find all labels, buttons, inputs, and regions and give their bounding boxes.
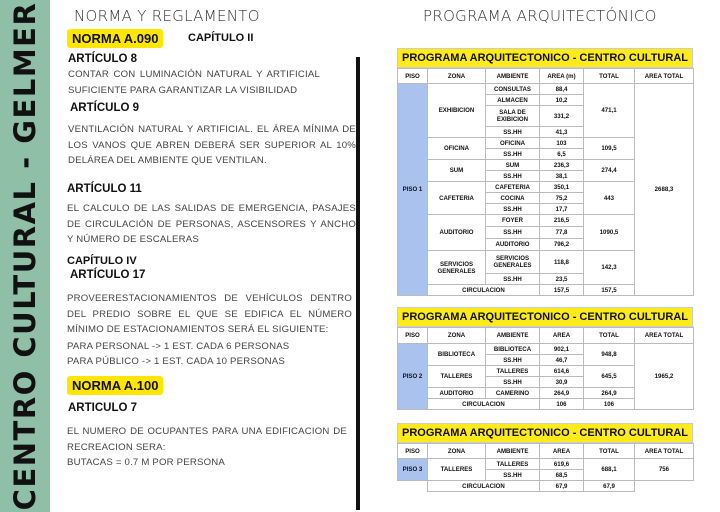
ambiente-cell: AUDITORIO [486, 239, 540, 251]
area-cell: 68,5 [540, 470, 584, 481]
articulo-7-title: ARTICULO 7 [68, 402, 137, 414]
area-cell: 67,9 [540, 481, 584, 492]
zona-cell: BIBLIOTECA [428, 344, 486, 366]
area-cell: 17,7 [540, 204, 584, 215]
header-area: AREA [540, 328, 584, 344]
area-cell: 6,5 [540, 149, 584, 160]
total-cell: 274,4 [584, 160, 635, 182]
header-ambiente: AMBIENTE [486, 444, 540, 459]
area-cell: 103 [540, 138, 584, 149]
total-cell: 264,9 [584, 388, 635, 399]
ambiente-cell: BIBLIOTECA [486, 344, 540, 355]
header-piso: PISO [398, 444, 428, 459]
circulacion-label: CIRCULACION [428, 285, 540, 296]
header-area-total: AREA TOTAL [635, 444, 694, 459]
zona-cell: OFICINA [428, 138, 486, 160]
area-total-cell: 2688,3 [635, 84, 694, 296]
zona-cell: SERVICIOS GENERALES [428, 251, 486, 285]
area-cell: 88,4 [540, 84, 584, 95]
area-cell: 10,2 [540, 95, 584, 106]
area-cell: 614,6 [540, 366, 584, 377]
area-cell: 23,5 [540, 274, 584, 285]
ambiente-cell: SS.HH [486, 127, 540, 138]
ambiente-cell: OFICINA [486, 138, 540, 149]
articulo-17-publico: PARA PÚBLICO -> 1 EST. CADA 10 PERSONAS [67, 356, 285, 367]
norma-a090-badge: NORMA A.090 [67, 29, 163, 48]
ambiente-cell: SUM [486, 160, 540, 171]
area-cell: 118,8 [540, 251, 584, 274]
header-total: TOTAL [584, 444, 635, 459]
area-cell: 902,1 [540, 344, 584, 355]
empty-cell [398, 481, 428, 492]
table-title: PROGRAMA ARQUITECTONICO - CENTRO CULTURAL [397, 48, 693, 68]
total-cell: 645,5 [584, 366, 635, 388]
header-zona: ZONA [428, 444, 486, 459]
ambiente-cell: SS.HH [486, 470, 540, 481]
header-piso: PISO [398, 69, 428, 84]
piso-cell: PISO 1 [398, 84, 428, 296]
area-cell: 75,2 [540, 193, 584, 204]
articulo-8-title: ARTÍCULO 8 [68, 53, 137, 65]
area-total-cell: 1965,2 [635, 344, 694, 410]
table-title: PROGRAMA ARQUITECTONICO - CENTRO CULTURAL [397, 423, 693, 443]
total-cell: 142,3 [584, 251, 635, 285]
piso-cell: PISO 3 [398, 459, 428, 481]
ambiente-cell: SS.HH [486, 171, 540, 182]
program-table-piso-1 [397, 48, 693, 296]
total-cell: 67,9 [584, 481, 635, 492]
capitulo-iv-label: CAPÍTULO IV [67, 255, 137, 267]
area-cell: 46,7 [540, 355, 584, 366]
total-cell: 443 [584, 182, 635, 215]
zona-cell: EXHIBICION [428, 84, 486, 138]
ambiente-cell: SS.HH [486, 149, 540, 160]
area-total-cell: 756 [635, 459, 694, 481]
area-cell: 106 [540, 399, 584, 410]
total-cell: 106 [584, 399, 635, 410]
area-cell: 619,6 [540, 459, 584, 470]
zona-cell: TALLERES [428, 366, 486, 388]
articulo-7-butacas: BUTACAS = 0.7 M POR PERSONA [67, 457, 225, 468]
left-heading: NORMA Y REGLAMENTO [74, 7, 260, 25]
total-cell: 471,1 [584, 84, 635, 138]
articulo-11-text: EL CALCULO DE LAS SALIDAS DE EMERGENCIA, PASAJES DE CIRCULACIÓN DE PERSONAS, ASCENSORES Y ANCHO Y NÚMERO DE ESCALERAS [67, 203, 356, 245]
area-cell: 236,3 [540, 160, 584, 171]
total-cell: 157,5 [584, 285, 635, 296]
area-cell: 331,2 [540, 106, 584, 127]
zona-cell: CAFETERIA [428, 182, 486, 215]
empty-cell [635, 481, 694, 492]
header-area-total: AREA TOTAL [635, 69, 694, 84]
capitulo-ii-label: CAPÍTULO II [188, 32, 254, 44]
header-ambiente: AMBIENTE [486, 328, 540, 344]
side-band [0, 0, 50, 512]
area-cell: 77,8 [540, 227, 584, 239]
header-piso: PISO [398, 328, 428, 344]
articulo-7-text: EL NUMERO DE OCUPANTES PARA UNA EDIFICACION DE RECREACION SERA: [67, 426, 347, 453]
header-total: TOTAL [584, 69, 635, 84]
total-cell: 948,8 [584, 344, 635, 366]
area-cell: 157,5 [540, 285, 584, 296]
ambiente-cell: ALMACEN [486, 95, 540, 106]
ambiente-cell: SS.HH [486, 227, 540, 239]
ambiente-cell: SERVICIOS GENERALES [486, 251, 540, 274]
ambiente-cell: COCINA [486, 193, 540, 204]
articulo-17-title: ARTÍCULO 17 [70, 269, 146, 281]
ambiente-cell: SS.HH [486, 274, 540, 285]
table-title: PROGRAMA ARQUITECTONICO - CENTRO CULTURAL [397, 307, 693, 327]
program-table-piso-3 [397, 423, 693, 492]
norma-a100-badge: NORMA A.100 [67, 376, 163, 395]
total-cell: 109,5 [584, 138, 635, 160]
zona-cell: AUDITORIO [428, 388, 486, 399]
ambiente-cell: TALLERES [486, 366, 540, 377]
circulacion-label: CIRCULACION [428, 399, 540, 410]
ambiente-cell: CONSULTAS [486, 84, 540, 95]
articulo-8-text: CONTAR CON LUMINACIÓN NATURAL Y ARTIFICIAL SUFICIENTE PARA GARANTIZAR LA VISIBILIDAD [68, 69, 320, 96]
ambiente-cell: FOYER [486, 215, 540, 227]
ambiente-cell: CAFETERIA [486, 182, 540, 193]
area-cell: 30,9 [540, 377, 584, 388]
header-zona: ZONA [428, 328, 486, 344]
total-cell: 688,1 [584, 459, 635, 481]
articulo-17-personal: PARA PERSONAL -> 1 EST. CADA 6 PERSONAS [67, 341, 290, 352]
articulo-9-title: ARTÍCULO 9 [70, 102, 139, 114]
area-cell: 264,9 [540, 388, 584, 399]
ambiente-cell: SS.HH [486, 204, 540, 215]
header-area-total: AREA TOTAL [635, 328, 694, 344]
area-cell: 216,5 [540, 215, 584, 227]
piso-cell: PISO 2 [398, 344, 428, 410]
circulacion-label: CIRCULACION [428, 481, 540, 492]
right-heading: PROGRAMA ARQUITECTÓNICO [423, 7, 657, 25]
area-cell: 350,1 [540, 182, 584, 193]
area-cell: 38,1 [540, 171, 584, 182]
ambiente-cell: CAMERINO [486, 388, 540, 399]
side-title: CENTRO CULTURAL - GELMER [8, 1, 42, 511]
articulo-11-title: ARTÍCULO 11 [67, 183, 142, 195]
area-cell: 796,2 [540, 239, 584, 251]
ambiente-cell: SS.HH [486, 377, 540, 388]
zona-cell: AUDITORIO [428, 215, 486, 251]
column-divider [356, 57, 360, 510]
total-cell: 1090,5 [584, 215, 635, 251]
articulo-9-text: VENTILACIÓN NATURAL Y ARTIFICIAL. EL ÁREA MÍNIMA DE LOS VANOS QUE ABREN DEBERÁ SER SUPERIOR AL 10% DELÁREA DEL AMBIENTE QUE VENTILAN. [68, 124, 356, 166]
ambiente-cell: SALA DE EXIBICION [486, 106, 540, 127]
header-zona: ZONA [428, 69, 486, 84]
zona-cell: TALLERES [428, 459, 486, 481]
header-ambiente: AMBIENTE [486, 69, 540, 84]
header-total: TOTAL [584, 328, 635, 344]
program-table-piso-2 [397, 307, 693, 410]
ambiente-cell: TALLERES [486, 459, 540, 470]
header-area: AREA (m) [540, 69, 584, 84]
area-cell: 41,3 [540, 127, 584, 138]
zona-cell: SUM [428, 160, 486, 182]
ambiente-cell: SS.HH [486, 355, 540, 366]
articulo-17-text: PROVEERESTACIONAMIENTOS DE VEHÍCULOS DENTRO DEL PREDIO SOBRE EL QUE SE EDIFICA EL NÚMERO MÍNIMO DE ESTACIONAMIENTOS SERÁ EL SIGUIENTE: [67, 293, 352, 335]
header-area: AREA [540, 444, 584, 459]
